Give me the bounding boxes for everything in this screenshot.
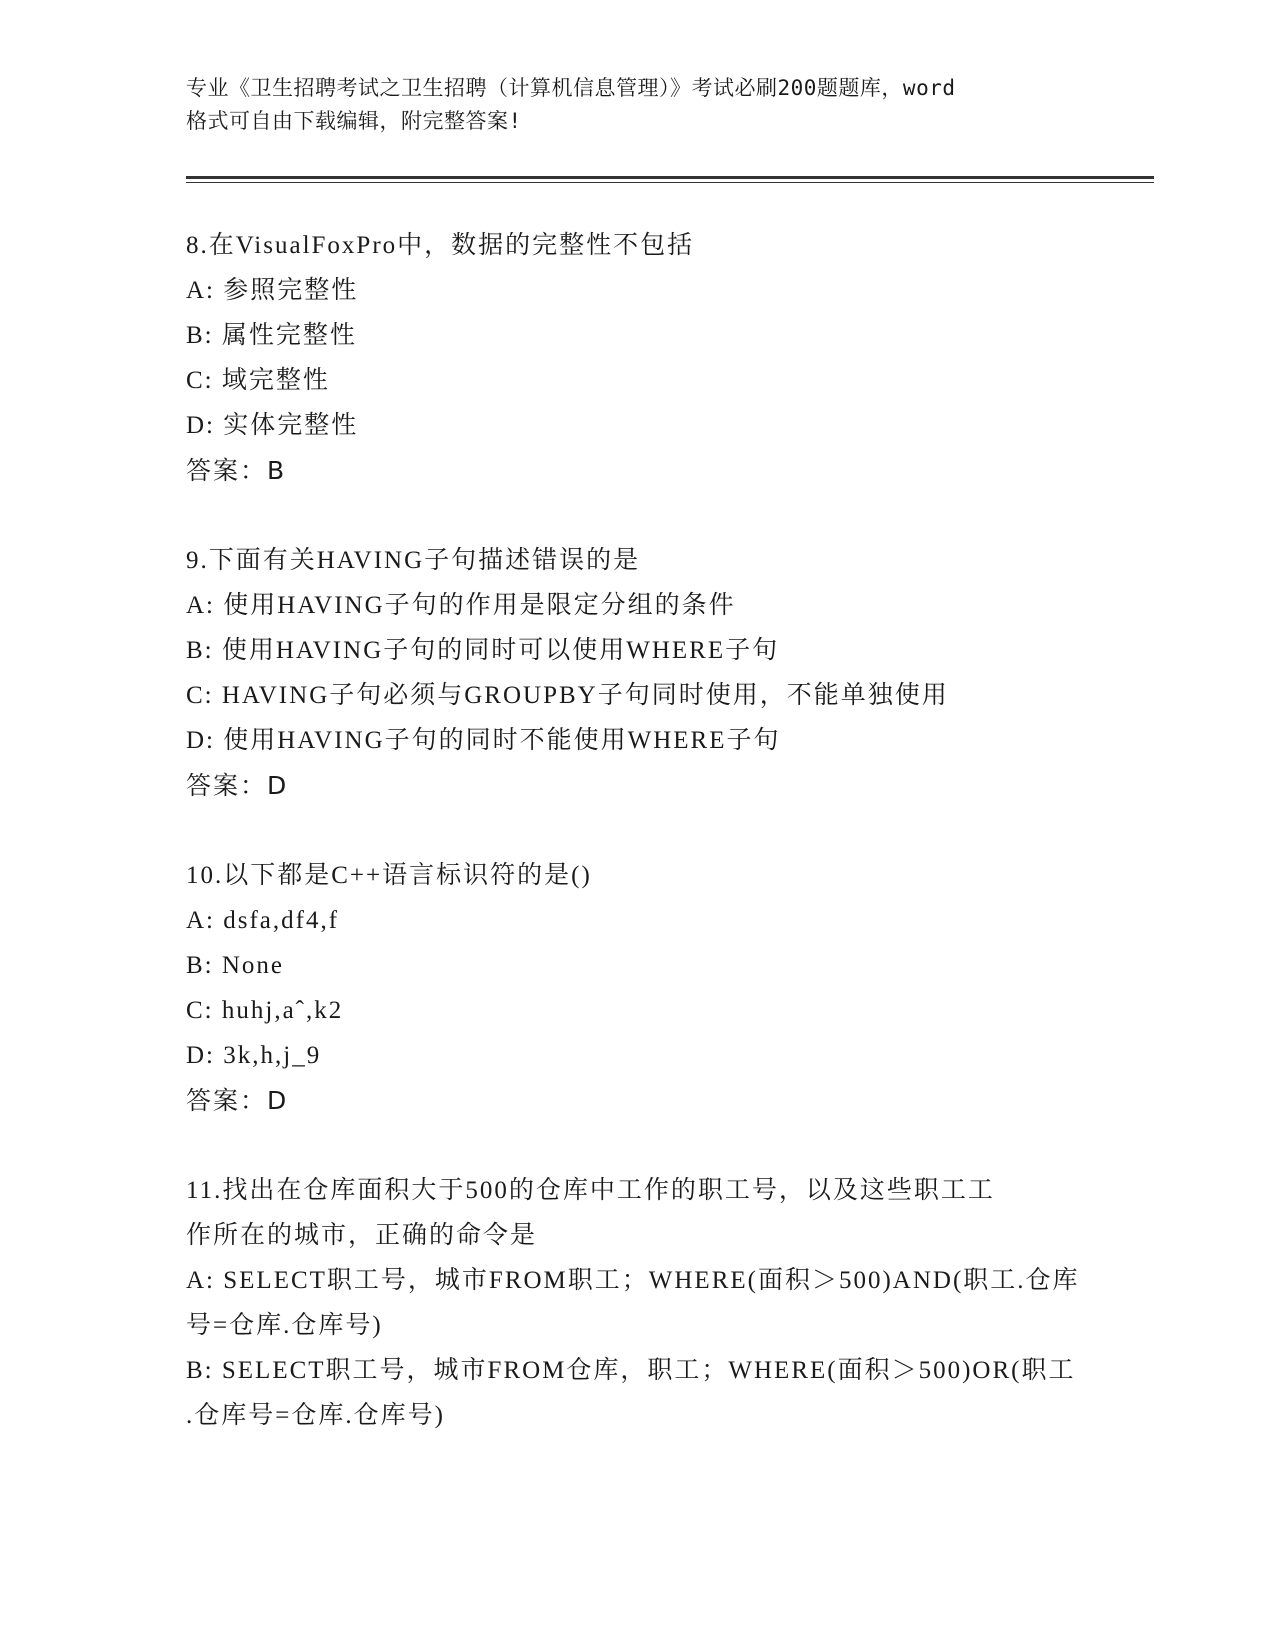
answer-label: 答案：D bbox=[186, 1086, 289, 1115]
header-line-1: 专业《卫生招聘考试之卫生招聘（计算机信息管理）》考试必刷200题题库，word bbox=[186, 76, 956, 100]
header-line-2: 格式可自由下载编辑，附完整答案! bbox=[186, 109, 522, 133]
question-text: 10.以下都是C++语言标识符的是() bbox=[186, 862, 592, 889]
answer-label: 答案：D bbox=[186, 771, 289, 800]
option-c: C: HAVING子句必须与GROUPBY子句同时使用，不能单独使用 bbox=[186, 682, 949, 709]
option-a: A: 参照完整性 bbox=[186, 277, 359, 304]
question-text: 8.在VisualFoxPro中，数据的完整性不包括 bbox=[186, 232, 695, 259]
option-d: D: 使用HAVING子句的同时不能使用WHERE子句 bbox=[186, 727, 781, 754]
question-text: 9.下面有关HAVING子句描述错误的是 bbox=[186, 547, 641, 574]
option-a-cont: 号=仓库.仓库号) bbox=[186, 1312, 383, 1339]
option-a: A: 使用HAVING子句的作用是限定分组的条件 bbox=[186, 592, 736, 619]
option-b: B: SELECT职工号，城市FROM仓库，职工；WHERE(面积＞500)OR(职工 bbox=[186, 1357, 1076, 1384]
question-10 bbox=[186, 853, 1086, 1123]
option-b: B: None bbox=[186, 952, 285, 979]
option-b: B: 使用HAVING子句的同时可以使用WHERE子句 bbox=[186, 637, 780, 664]
option-d: D: 实体完整性 bbox=[186, 412, 359, 439]
question-text-cont: 作所在的城市，正确的命令是 bbox=[186, 1222, 538, 1249]
answer-label: 答案：B bbox=[186, 456, 287, 485]
option-b: B: 属性完整性 bbox=[186, 322, 357, 349]
option-b-cont: .仓库号=仓库.仓库号) bbox=[186, 1402, 445, 1429]
option-c: C: 域完整性 bbox=[186, 367, 330, 394]
question-text: 11.找出在仓库面积大于500的仓库中工作的职工号，以及这些职工工 bbox=[186, 1177, 995, 1204]
question-9 bbox=[186, 538, 1086, 808]
option-a: A: SELECT职工号，城市FROM职工；WHERE(面积＞500)AND(职工.仓库 bbox=[186, 1267, 1080, 1294]
question-8 bbox=[186, 223, 1086, 493]
option-d: D: 3k,h,j_9 bbox=[186, 1042, 322, 1069]
header-divider bbox=[186, 176, 1154, 183]
option-c: C: huhj,aˆ,k2 bbox=[186, 997, 344, 1024]
option-a: A: dsfa,df4,f bbox=[186, 907, 340, 934]
document-header bbox=[186, 72, 1146, 183]
question-11 bbox=[186, 1168, 1086, 1438]
